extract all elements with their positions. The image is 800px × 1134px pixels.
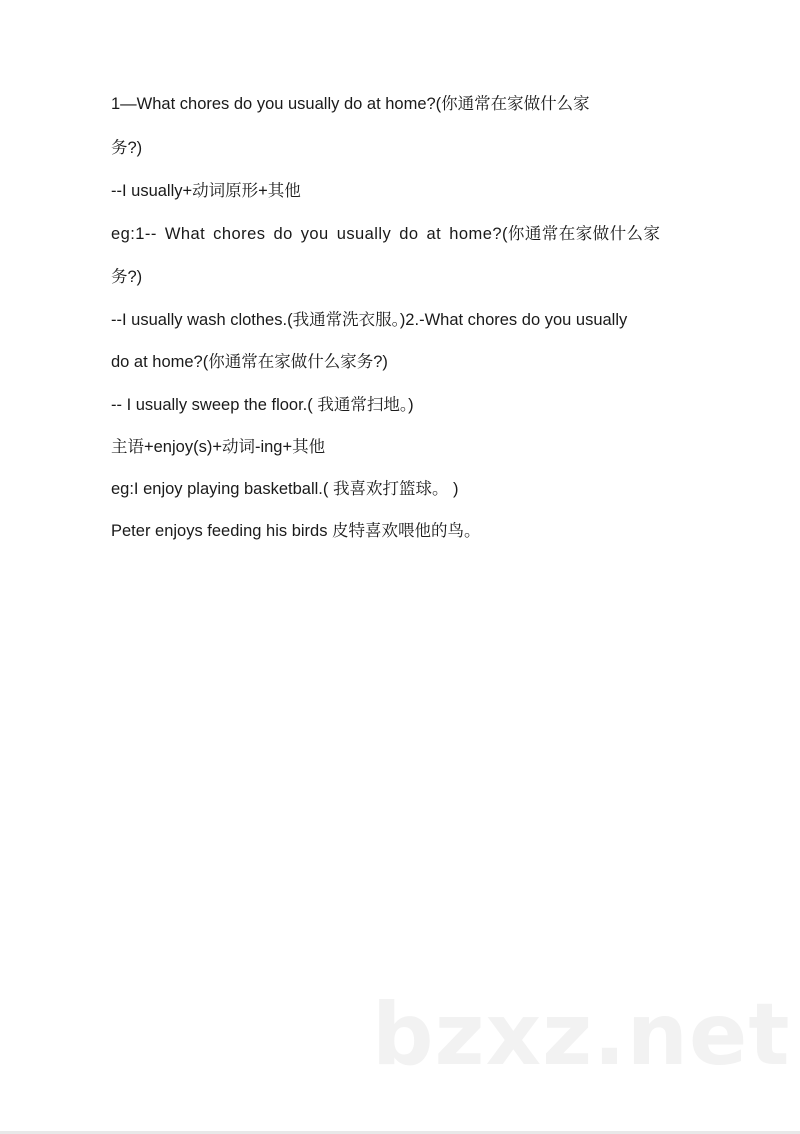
text-line: eg:1-- What chores do you usually do at home?(你通常在家做什么家 bbox=[111, 225, 661, 243]
text-line: 主语+enjoy(s)+动词-ing+其他 bbox=[111, 438, 326, 456]
text-line: eg:I enjoy playing basketball.( 我喜欢打篮球。 ) bbox=[111, 480, 459, 498]
text-line: --I usually+动词原形+其他 bbox=[111, 182, 301, 200]
text-line: -- I usually sweep the floor.( 我通常扫地。) bbox=[111, 396, 414, 414]
text-line: --I usually wash clothes.(我通常洗衣服。)2.-What chores do you usually bbox=[111, 311, 628, 329]
text-line: 务?) bbox=[111, 139, 143, 157]
text-line: 务?) bbox=[111, 268, 143, 286]
text-line: do at home?(你通常在家做什么家务?) bbox=[111, 353, 388, 371]
text-line: 1—What chores do you usually do at home?(你通常在家做什么家 bbox=[111, 95, 590, 113]
text-line: Peter enjoys feeding his birds 皮特喜欢喂他的鸟。 bbox=[111, 522, 481, 540]
watermark: bzxz.net bbox=[372, 985, 791, 1085]
